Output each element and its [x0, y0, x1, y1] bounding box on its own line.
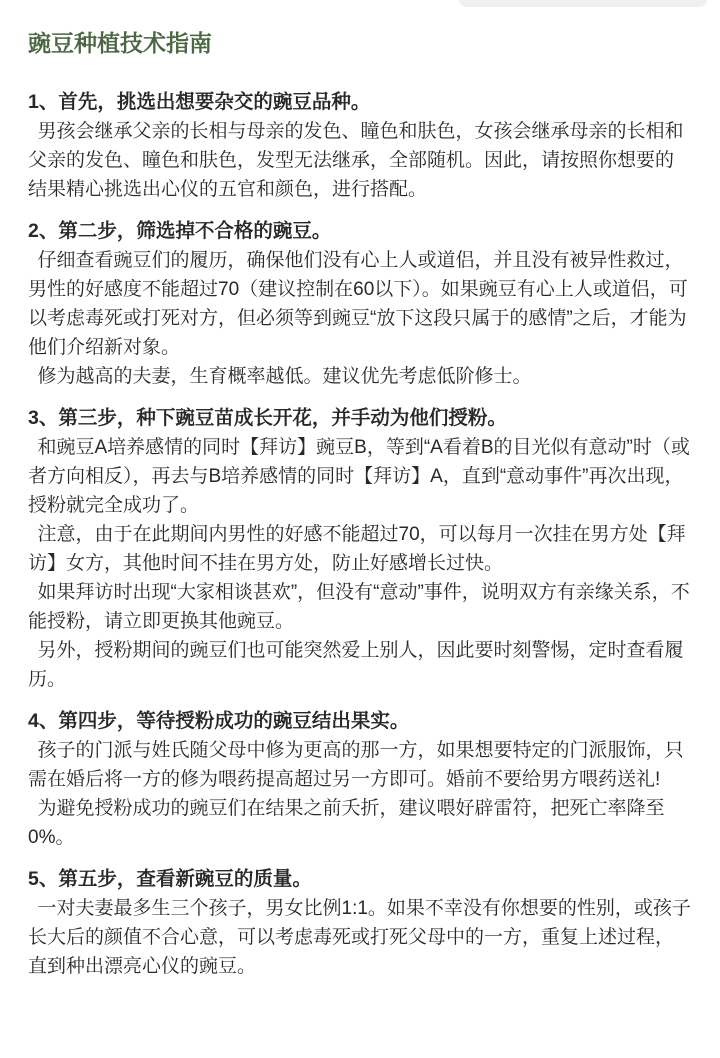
- section-heading: 2、第二步，筛选掉不合格的豌豆。: [28, 220, 332, 242]
- section: [28, 217, 692, 391]
- paragraph: 男孩会继承父亲的长相与母亲的发色、瞳色和肤色，女孩会继承母亲的长相和父亲的发色、瞳色和肤色，发型无法继承，全部随机。因此，请按照你想要的结果精心挑选出心仪的五官和颜色，进行搭配。: [28, 121, 684, 200]
- section-heading: 3、第三步，种下豌豆苗成长开花，并手动为他们授粉。: [28, 407, 507, 429]
- section: [28, 865, 692, 981]
- floating-panel-edge: [459, 0, 707, 7]
- section-heading: 1、首先，挑选出想要杂交的豌豆品种。: [28, 91, 371, 113]
- paragraph: 和豌豆A培养感情的同时【拜访】豌豆B，等到“A看着B的目光似有意动”时（或者方向相反），再去与B培养感情的同时【拜访】A，直到“意动事件”再次出现，授粉就完全成功了。: [28, 437, 690, 516]
- paragraph: 如果拜访时出现“大家相谈甚欢”，但没有“意动”事件，说明双方有亲缘关系，不能授粉，请立即更换其他豌豆。: [28, 582, 690, 632]
- section-heading: 5、第五步，查看新豌豆的质量。: [28, 868, 312, 890]
- sections-container: [28, 88, 692, 981]
- paragraph: 仔细查看豌豆们的履历，确保他们没有心上人或道侣，并且没有被异性救过，男性的好感度不能超过70（建议控制在60以下）。如果豌豆有心上人或道侣，可以考虑毒死或打死对方，但必须等到豌豆“放下这段只属于的感情”之后，才能为他们介绍新对象。: [28, 250, 688, 358]
- section: [28, 88, 692, 204]
- section: [28, 707, 692, 852]
- section-heading: 4、第四步，等待授粉成功的豌豆结出果实。: [28, 710, 410, 732]
- paragraph: 注意，由于在此期间内男性的好感不能超过70，可以每月一次挂在男方处【拜访】女方，其他时间不挂在男方处，防止好感增长过快。: [28, 524, 686, 574]
- page-title: 豌豆种植技术指南: [28, 30, 212, 56]
- paragraph: 孩子的门派与姓氏随父母中修为更高的那一方，如果想要特定的门派服饰，只需在婚后将一方的修为喂药提高超过另一方即可。婚前不要给男方喂药送礼!: [28, 740, 684, 790]
- paragraph: 另外，授粉期间的豌豆们也可能突然爱上别人，因此要时刻警惕，定时查看履历。: [28, 640, 684, 690]
- paragraph: 修为越高的夫妻，生育概率越低。建议优先考虑低阶修士。: [37, 366, 532, 387]
- section: [28, 404, 692, 694]
- paragraph: 一对夫妻最多生三个孩子，男女比例1:1。如果不幸没有你想要的性别，或孩子长大后的颜值不合心意，可以考虑毒死或打死父母中的一方，重复上述过程，直到种出漂亮心仪的豌豆。: [28, 898, 691, 977]
- paragraph: 为避免授粉成功的豌豆们在结果之前夭折，建议喂好辟雷符，把死亡率降至0%。: [28, 798, 665, 848]
